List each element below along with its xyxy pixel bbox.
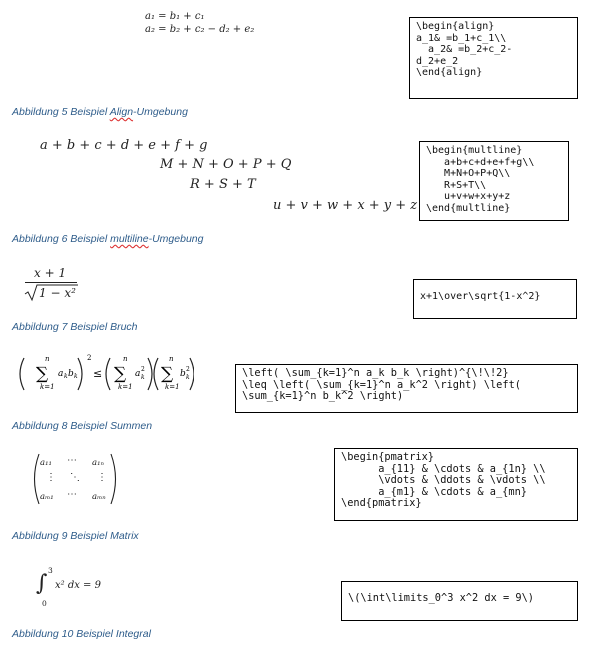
- matrix-cell-21: ⋮: [46, 472, 56, 483]
- integral-upper-limit: 3: [48, 566, 53, 575]
- svg-text:b: b: [180, 369, 186, 379]
- fraction-caption: Abbildung 7 Beispiel Bruch: [12, 321, 138, 333]
- svg-text:k: k: [141, 374, 145, 381]
- matrix-cell-13: a₁ₙ: [92, 458, 104, 468]
- align-code-box: [409, 17, 578, 99]
- multline-code-box: [419, 141, 569, 221]
- code-line: \end{align}: [416, 67, 483, 78]
- code-line: \(\int\limits_0^3 x^2 dx = 9\): [348, 592, 534, 604]
- fraction-bar: [25, 282, 77, 283]
- svg-text:n: n: [123, 355, 128, 363]
- align-formula-line-1: a₁ = b₁ + c₁: [145, 11, 205, 22]
- integral-integrand: x² dx = 9: [55, 580, 101, 591]
- svg-text:a: a: [58, 369, 64, 379]
- svg-text:2: 2: [141, 366, 145, 373]
- fraction-numerator: x + 1: [34, 266, 67, 280]
- matrix-cell-11: a₁₁: [40, 458, 52, 468]
- fraction-code-box: [413, 279, 577, 319]
- svg-text:∑: ∑: [114, 364, 127, 384]
- caption-word: Align: [109, 106, 134, 118]
- sums-caption: Abbildung 8 Beispiel Summen: [12, 420, 153, 432]
- svg-text:∑: ∑: [161, 364, 174, 384]
- code-line: u+v+w+x+y+z: [426, 191, 511, 202]
- sums-formula: [14, 352, 194, 397]
- caption-word: multiline: [110, 233, 149, 245]
- matrix-cell-31: aₘ₁: [40, 492, 54, 502]
- svg-text:k=1: k=1: [165, 383, 180, 391]
- matrix-cell-32: ⋯: [67, 489, 77, 500]
- svg-text:k=1: k=1: [118, 383, 133, 391]
- code-line: x+1\over\sqrt{1-x^2}: [420, 291, 541, 302]
- svg-text:a: a: [135, 369, 141, 379]
- align-caption: [12, 106, 188, 118]
- code-line: a_2& =b_2+c_2-: [416, 44, 513, 55]
- sums-code-box: [235, 364, 578, 413]
- matrix-cell-33: aₘₙ: [92, 492, 106, 502]
- code-line: M+N+O+P+Q\\: [426, 168, 511, 179]
- code-line: a_1& =b_1+c_1\\: [416, 32, 507, 44]
- svg-text:≤: ≤: [93, 367, 103, 380]
- integral-code-box: [341, 581, 578, 621]
- code-line: \sum_{k=1}^n b_k^2 \right): [242, 390, 404, 402]
- multline-caption: [12, 233, 203, 245]
- caption-prefix: Abbildung 5 Beispiel: [12, 106, 110, 118]
- matrix-cell-22: ⋱: [70, 472, 80, 483]
- multline-line-2: M + N + O + P + Q: [160, 157, 292, 172]
- svg-text:k=1: k=1: [40, 383, 55, 391]
- matrix-cell-12: ⋯: [67, 455, 77, 466]
- matrix-code-box: [334, 448, 578, 521]
- svg-text:2: 2: [87, 354, 92, 362]
- code-line: a+b+c+d+e+f+g\\: [426, 156, 535, 168]
- matrix-cell-23: ⋮: [97, 472, 107, 483]
- code-line: \begin{pmatrix}: [341, 451, 434, 463]
- integral-lower-limit: 0: [42, 599, 47, 608]
- fraction-denominator: 1 − x²: [39, 286, 76, 300]
- svg-text:n: n: [45, 355, 50, 363]
- caption-suffix: -Umgebung: [133, 106, 188, 118]
- align-formula-line-2: a₂ = b₂ + c₂ − d₂ + e₂: [145, 24, 255, 35]
- code-line: R+S+T\\: [426, 179, 487, 191]
- caption-suffix: -Umgebung: [148, 233, 204, 245]
- code-line: d_2+e_2: [416, 55, 459, 67]
- caption-prefix: Abbildung 6 Beispiel: [12, 233, 111, 245]
- svg-text:k: k: [74, 373, 78, 380]
- code-line: \vdots & \ddots & \vdots \\: [341, 474, 546, 486]
- svg-text:n: n: [169, 355, 174, 363]
- svg-text:k: k: [186, 374, 190, 381]
- multline-line-4: u + v + w + x + y + z: [273, 198, 418, 213]
- multline-line-3: R + S + T: [190, 177, 256, 192]
- svg-text:b: b: [68, 369, 74, 379]
- svg-text:2: 2: [186, 366, 190, 373]
- code-line: \leq \left( \sum_{k=1}^n a_k^2 \right) \left(: [242, 378, 521, 391]
- integral-caption: Abbildung 10 Beispiel Integral: [12, 628, 151, 640]
- svg-text:∑: ∑: [36, 364, 49, 384]
- code-line: \begin{align}: [416, 21, 495, 32]
- code-line: \left( \sum_{k=1}^n a_k b_k \right)^{\!\!2}: [242, 367, 509, 379]
- code-line: \end{multline}: [426, 202, 511, 214]
- multline-line-1: a + b + c + d + e + f + g: [40, 138, 208, 153]
- integral-sign: ∫: [36, 571, 48, 596]
- matrix-caption: Abbildung 9 Beispiel Matrix: [12, 530, 139, 542]
- code-line: a_{11} & \cdots & a_{1n} \\: [341, 462, 546, 475]
- svg-text:k: k: [64, 373, 68, 380]
- code-line: \end{pmatrix}: [341, 497, 422, 509]
- code-line: \begin{multline}: [426, 145, 523, 156]
- code-line: a_{m1} & \cdots & a_{mn}: [341, 485, 527, 498]
